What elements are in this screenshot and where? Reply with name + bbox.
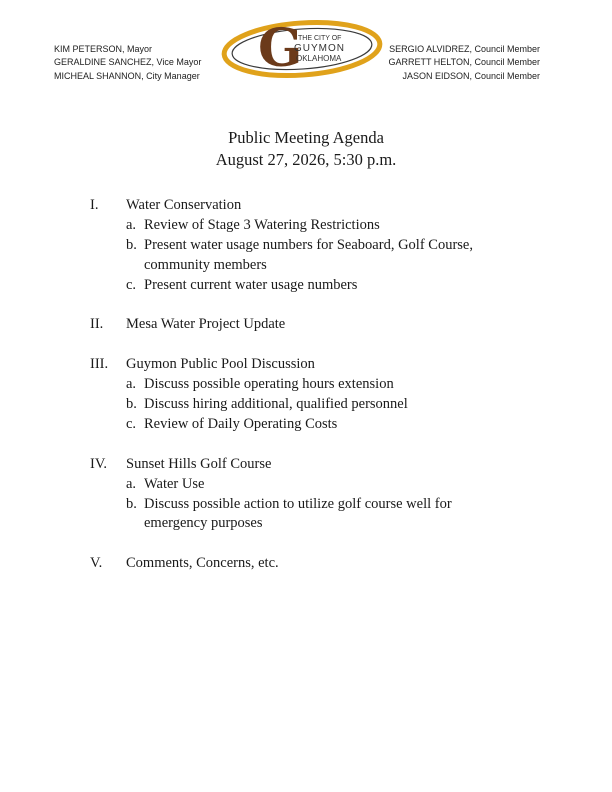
official-council-2: GARRETT HELTON, Council Member xyxy=(388,57,540,68)
agenda-subitem xyxy=(126,237,473,254)
logo-line3: OKLAHOMA xyxy=(296,54,342,63)
agenda-subitem-text: Water Use xyxy=(144,475,205,492)
agenda-subitem xyxy=(126,515,263,532)
page-title: Public Meeting Agenda xyxy=(228,128,384,147)
agenda-item-title: Mesa Water Project Update xyxy=(126,316,286,333)
agenda-item-title: Comments, Concerns, etc. xyxy=(126,555,279,572)
agenda-subitem xyxy=(126,376,394,393)
agenda-item-number: I. xyxy=(90,197,99,213)
officials-right xyxy=(388,43,540,83)
agenda-subitem xyxy=(126,416,337,433)
agenda-item-number: V. xyxy=(90,555,103,572)
logo-line2: GUYMON xyxy=(294,43,345,54)
agenda-subitem-letter: a. xyxy=(126,475,137,492)
official-city-manager: MICHEAL SHANNON, City Manager xyxy=(54,70,200,81)
agenda-subitem-text: Discuss hiring additional, qualified personnel xyxy=(144,396,408,412)
agenda-item-title: Sunset Hills Golf Course xyxy=(126,455,272,472)
agenda-subitem-text: Discuss possible action to utilize golf course well for xyxy=(144,495,452,512)
logo-line1: THE CITY OF xyxy=(298,35,342,42)
agenda-item-title: Water Conservation xyxy=(126,197,242,213)
agenda-subitem xyxy=(126,496,452,513)
agenda-subitem xyxy=(126,476,204,493)
agenda-subitem xyxy=(126,217,380,234)
logo-letter: G xyxy=(258,18,303,79)
agenda-item-number: II. xyxy=(90,316,104,333)
agenda-subitem-text: Present water usage numbers for Seaboard, Golf Course, xyxy=(144,236,473,253)
official-mayor: KIM PETERSON, Mayor xyxy=(54,44,153,54)
official-council-1: SERGIO ALVIDREZ, Council Member xyxy=(389,44,540,54)
agenda-subitem-text: Discuss possible operating hours extension xyxy=(144,376,394,393)
agenda-subitem-text: Present current water usage numbers xyxy=(144,276,358,293)
officials-left xyxy=(54,43,201,83)
agenda-subitem-text: Review of Daily Operating Costs xyxy=(144,415,338,432)
agenda-subitem xyxy=(126,396,408,413)
city-logo xyxy=(220,16,384,80)
agenda-subitem-letter: c. xyxy=(126,415,137,432)
agenda-subitem-letter: c. xyxy=(126,276,137,293)
page-subtitle: August 27, 2026, 5:30 p.m. xyxy=(215,150,397,169)
agenda-subitem xyxy=(126,257,267,274)
agenda-subitem-letter: a. xyxy=(126,376,137,393)
official-vice-mayor: GERALDINE SANCHEZ, Vice Mayor xyxy=(54,57,202,68)
agenda-subitem-letter: b. xyxy=(126,236,137,253)
agenda-subitem-letter: b. xyxy=(126,396,137,412)
agenda-item-number: IV. xyxy=(90,455,108,472)
official-council-3: JASON EIDSON, Council Member xyxy=(402,70,540,81)
agenda-item-number: III. xyxy=(90,356,109,373)
agenda-subitem-text: emergency purposes xyxy=(144,515,263,532)
agenda-item-title: Guymon Public Pool Discussion xyxy=(126,356,315,373)
agenda-subitem-letter: a. xyxy=(126,216,137,233)
agenda-subitem xyxy=(126,277,357,294)
agenda-subitem-text: Review of Stage 3 Watering Restrictions xyxy=(144,216,380,233)
agenda-subitem-text: community members xyxy=(144,256,267,273)
agenda-subitem-letter: b. xyxy=(126,495,137,512)
